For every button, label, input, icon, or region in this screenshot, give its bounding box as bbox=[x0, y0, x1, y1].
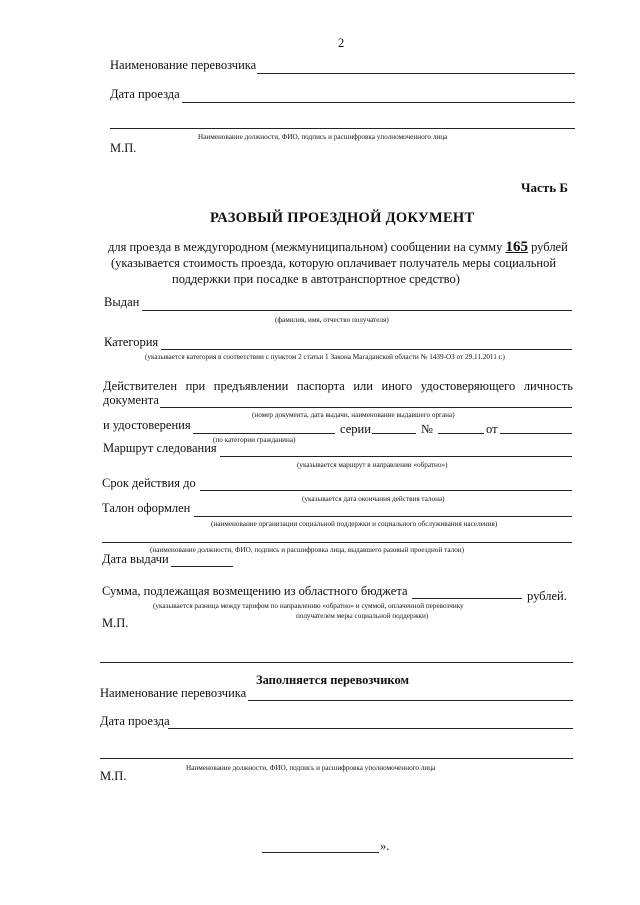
route-label: Маршрут следования bbox=[103, 441, 217, 455]
number-label: № bbox=[421, 422, 433, 436]
sum-caption-line-1: (указывается разница между тарифом по направлению «обратно» и суммой, оплаченной перевозчику bbox=[153, 602, 464, 610]
issue-date-label: Дата выдачи bbox=[102, 552, 169, 566]
validity-field[interactable] bbox=[200, 490, 572, 491]
from-date-field[interactable] bbox=[500, 433, 572, 434]
carrier-block-heading: Заполняется перевозчиком bbox=[256, 673, 409, 687]
certificate-label: и удостоверения bbox=[103, 418, 191, 432]
page-number: 2 bbox=[338, 36, 345, 50]
issuer-caption: (наименование должности, ФИО, подпись и расшифровка лица, выдавшего разовый проездной талон) bbox=[150, 546, 465, 554]
sum-caption-line-2: получателем меры социальной поддержки) bbox=[296, 612, 429, 620]
series-field[interactable] bbox=[372, 433, 416, 434]
series-label: серии bbox=[340, 422, 371, 436]
sum-label: Сумма, подлежащая возмещению из областного бюджета bbox=[102, 584, 408, 598]
validity-caption: (указывается дата окончания действия талона) bbox=[302, 495, 445, 503]
issued-caption: (фамилия, имя, отчество получателя) bbox=[275, 316, 389, 324]
subtitle-suffix: рублей bbox=[531, 240, 568, 254]
part-label: Часть Б bbox=[521, 180, 568, 195]
document-title: РАЗОВЫЙ ПРОЕЗДНОЙ ДОКУМЕНТ bbox=[210, 210, 475, 226]
carrier-stamp: М.П. bbox=[100, 769, 127, 783]
travel-date-label: Дата проезда bbox=[100, 714, 170, 728]
top-date-field[interactable] bbox=[182, 102, 575, 103]
sum-field[interactable] bbox=[412, 598, 522, 599]
category-caption: (указывается категория в соответствии с пунктом 2 статьи 1 Закона Магаданской области № 1439-ОЗ от 29.11.2011 г.) bbox=[145, 353, 505, 361]
valid-line-1: Действителен при предъявлении паспорта или иного удостоверяющего личность bbox=[103, 379, 573, 393]
from-label: от bbox=[486, 422, 498, 436]
coupon-caption: (наименование организации социальной поддержки и социального обслуживания населения) bbox=[211, 520, 498, 528]
top-signature-field[interactable] bbox=[110, 128, 575, 129]
certificate-caption: (по категории гражданина) bbox=[213, 436, 296, 444]
issued-field[interactable] bbox=[142, 310, 572, 311]
carrier-signature-caption: Наименование должности, ФИО, подпись и расшифровка уполномоченного лица bbox=[186, 764, 436, 772]
footer-blank-field[interactable] bbox=[262, 852, 379, 853]
identity-document-field[interactable] bbox=[160, 407, 572, 408]
issue-date-field[interactable] bbox=[171, 566, 233, 567]
top-carrier-field[interactable] bbox=[257, 73, 575, 74]
category-label: Категория bbox=[104, 335, 159, 349]
issued-label: Выдан bbox=[104, 295, 140, 309]
subtitle-prefix: для проезда в междугородном (межмуниципальном) сообщении на сумму bbox=[108, 240, 503, 254]
carrier-name-label: Наименование перевозчика bbox=[100, 686, 247, 700]
top-signature-caption: Наименование должности, ФИО, подпись и расшифровка уполномоченного лица bbox=[198, 133, 448, 141]
route-field[interactable] bbox=[220, 456, 572, 457]
certificate-field[interactable] bbox=[193, 433, 335, 434]
footer-closing: ». bbox=[380, 839, 390, 853]
top-stamp: М.П. bbox=[110, 141, 137, 155]
section-divider bbox=[100, 662, 573, 663]
subtitle-line-3: поддержки при посадке в автотранспортное средство) bbox=[172, 272, 460, 286]
carrier-name-field[interactable] bbox=[248, 700, 573, 701]
number-field[interactable] bbox=[438, 433, 484, 434]
subtitle-line-1 bbox=[108, 239, 568, 256]
category-field[interactable] bbox=[161, 349, 572, 350]
issuer-field[interactable] bbox=[102, 542, 572, 543]
carrier-signature-field[interactable] bbox=[100, 758, 573, 759]
sum-suffix: рублей. bbox=[527, 589, 567, 603]
validity-label: Срок действия до bbox=[102, 476, 196, 490]
coupon-label: Талон оформлен bbox=[102, 501, 191, 515]
stamp-mark: М.П. bbox=[102, 616, 129, 630]
coupon-field[interactable] bbox=[194, 516, 572, 517]
fare-amount: 165 bbox=[505, 239, 528, 255]
identity-document-caption: (номер документа, дата выдачи, наименование выдавшего органа) bbox=[252, 411, 455, 419]
travel-date-field[interactable] bbox=[168, 728, 573, 729]
top-carrier-label: Наименование перевозчика bbox=[110, 58, 257, 72]
subtitle-line-2: (указывается стоимость проезда, которую оплачивает получатель меры социальной bbox=[111, 256, 557, 270]
valid-line-2: документа bbox=[103, 393, 159, 407]
top-date-label: Дата проезда bbox=[110, 87, 180, 101]
route-caption: (указывается маршрут в направлении «обратно») bbox=[297, 461, 448, 469]
